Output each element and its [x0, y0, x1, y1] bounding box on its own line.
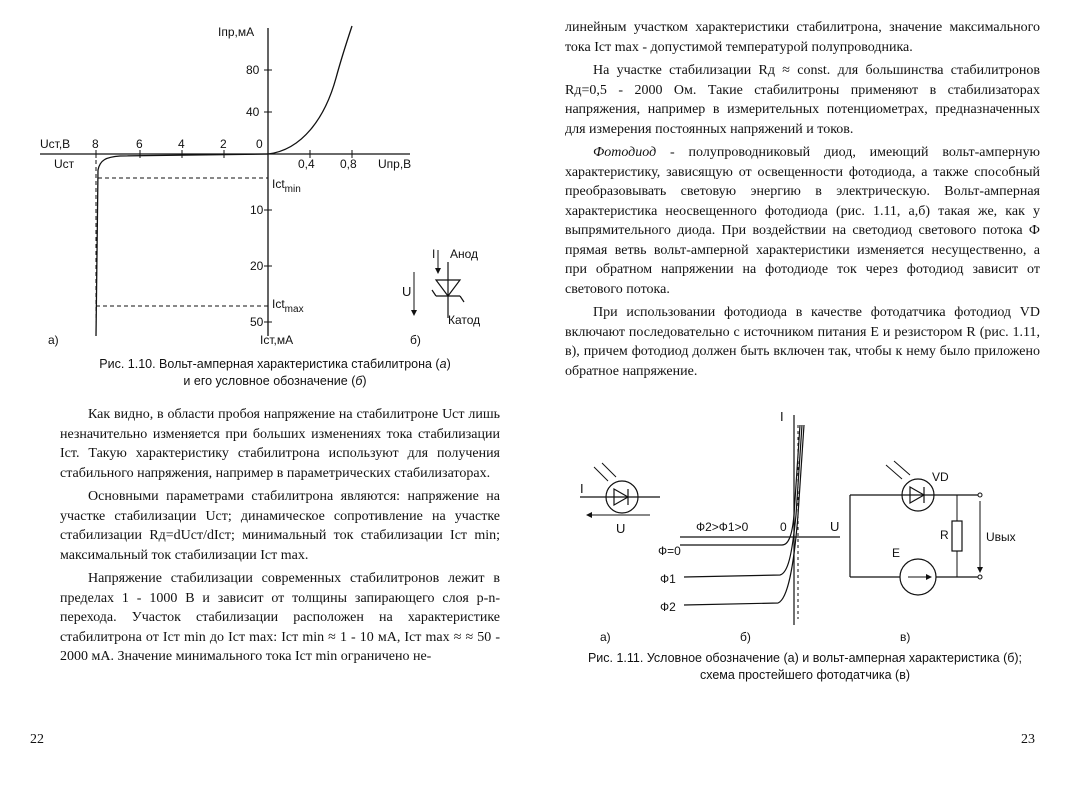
paragraph: При использовании фотодиода в качестве фотодатчика фотодиод VD включают последовательно с источником питания E и резистором R (рис. 1.11, в), причем фотодиод должен быть включен так, чтобы к нему было приложено обратное напряжение.: [565, 305, 1040, 379]
axis-label-upr: Uпр,В: [378, 157, 412, 171]
breakdown-curve: [96, 154, 268, 336]
label-uout: Uвых: [986, 530, 1016, 544]
page-number: 22: [30, 732, 44, 747]
tick-left-4: 4: [178, 137, 185, 151]
figure-1-10-caption: Рис. 1.10. Вольт-амперная характеристика стабилитрона (а) и его условное обозначение (б): [99, 357, 451, 388]
paragraph: Как видно, в области пробоя напряжение на стабилитроне Uст лишь незначительно изменяется при больших изменениях тока стабилизации Iст. Такую характеристику стабилитрона используют для получения стабильного напряжения, например в параметрических стабилизаторах.: [60, 407, 500, 481]
figure-1-10: [40, 18, 510, 348]
paragraph: линейным участком характеристики стабилитрона, значение максимального тока Iст max - допустимой температурой полупроводника.: [565, 20, 1040, 55]
tick-left-2: 2: [220, 137, 227, 151]
label-ict-min: Ict$_{min}$: [272, 177, 301, 195]
tick-up-80: 80: [246, 63, 260, 77]
label-ict-max: Ict$_{max}$: [272, 297, 304, 315]
tick-right-08: 0,8: [340, 157, 357, 171]
panel-label-v: в): [900, 630, 911, 644]
label-f1: Ф1: [660, 572, 676, 586]
paragraph: На участке стабилизации Rд ≈ const. для большинства стабилитронов Rд=0,5 - 2000 Ом. Такие стабилитроны применяют в стабилизаторах напряжения, например в измерительных потенциометрах, предназначенных для измерения постоянных напряжений и токов.: [565, 63, 1040, 137]
forward-branch-curve: [268, 26, 352, 154]
axis-label-ist: Iст,мА: [260, 333, 294, 347]
label-ust: Uст: [54, 157, 75, 171]
label-i-axis: I: [780, 409, 784, 424]
label-u-axis: U: [830, 519, 840, 534]
label-e: E: [892, 546, 901, 560]
label-u-a: U: [616, 521, 626, 536]
panel-label-b: б): [740, 630, 751, 644]
page-number: 23: [1021, 732, 1035, 747]
paragraph: Напряжение стабилизации современных стабилитронов лежит в пределах 1 - 1000 В и зависит от толщины запирающего слоя p-n-перехода. Участок стабилизации расположен на характеристике стабилитрона от Iст min до Iст max: Iст min ≈ 1 - 10 мА, Iст max ≈ ≈ 50 - 2000 мА. Значение минимального тока Iст min ограничено не-: [60, 571, 500, 664]
label-r: R: [940, 528, 949, 542]
paragraph: Основными параметрами стабилитрона являются: напряжение на участке стабилизации Uст; динамическое сопротивление на участке стабилизации Rд=dUст/dIст; минимальный ток стабилизации Iст min; максимальный ток стабилизации Iст max.: [60, 489, 500, 563]
label-anode: Анод: [450, 247, 479, 261]
right-body-text: [565, 18, 1040, 385]
tick-down-20: 20: [250, 259, 264, 273]
term-photodiode: Фотодиод: [593, 145, 657, 160]
right-page: [545, 0, 1090, 790]
label-i-symbol: I: [432, 247, 436, 261]
figure-1-11: [560, 405, 1050, 645]
paragraph: Фотодиод - полупроводниковый диод, имеющий вольт-амперную характеристику, зависящую от освещенности фотодиода, а также способный преобразовывать световую энергию в электрическую. Вольт-амперная характеристика неосвещенного фотодиода (рис. 1.11, а,б) такая же, как у выпрямительного диода. При воздействии на светодиод светового потока Ф прямая ветвь вольт-амперной характеристики изменяется несущественно, а при обратном напряжении на фотодиоде ток через фотодиод зависит от светового потока.: [565, 145, 1040, 297]
panel-label-a: а): [48, 333, 59, 347]
label-flux-compare: Ф2>Ф1>0: [696, 520, 749, 534]
label-cathode: Катод: [448, 313, 481, 327]
tick-left-8: 8: [92, 137, 99, 151]
label-f0: Ф=0: [658, 544, 681, 558]
tick-down-50: 50: [250, 315, 264, 329]
curve-f1: [684, 425, 802, 577]
label-zero: 0: [780, 520, 787, 534]
tick-up-40: 40: [246, 105, 260, 119]
tick-right-04: 0,4: [298, 157, 315, 171]
left-body-text: [60, 405, 500, 671]
panel-label-b: б): [410, 333, 421, 347]
curve-f2: [684, 425, 804, 605]
figure-1-11-caption: Рис. 1.11. Условное обозначение (а) и вольт-амперная характеристика (б); схема простейшего фотодатчика (в): [587, 651, 1023, 682]
label-i-a: I: [580, 481, 584, 496]
tick-origin-0: 0: [256, 137, 263, 151]
axis-label-ipr: Iпр,мА: [218, 25, 255, 39]
panel-label-a: а): [600, 630, 611, 644]
label-u-symbol: U: [402, 284, 412, 299]
photosensor-circuit: [850, 461, 983, 595]
photodiode-symbol-a: [580, 463, 660, 518]
tick-left-6: 6: [136, 137, 143, 151]
axis-label-ust: Uст,В: [40, 137, 71, 151]
label-vd: VD: [932, 470, 949, 484]
tick-down-10: 10: [250, 203, 264, 217]
label-f2: Ф2: [660, 600, 676, 614]
